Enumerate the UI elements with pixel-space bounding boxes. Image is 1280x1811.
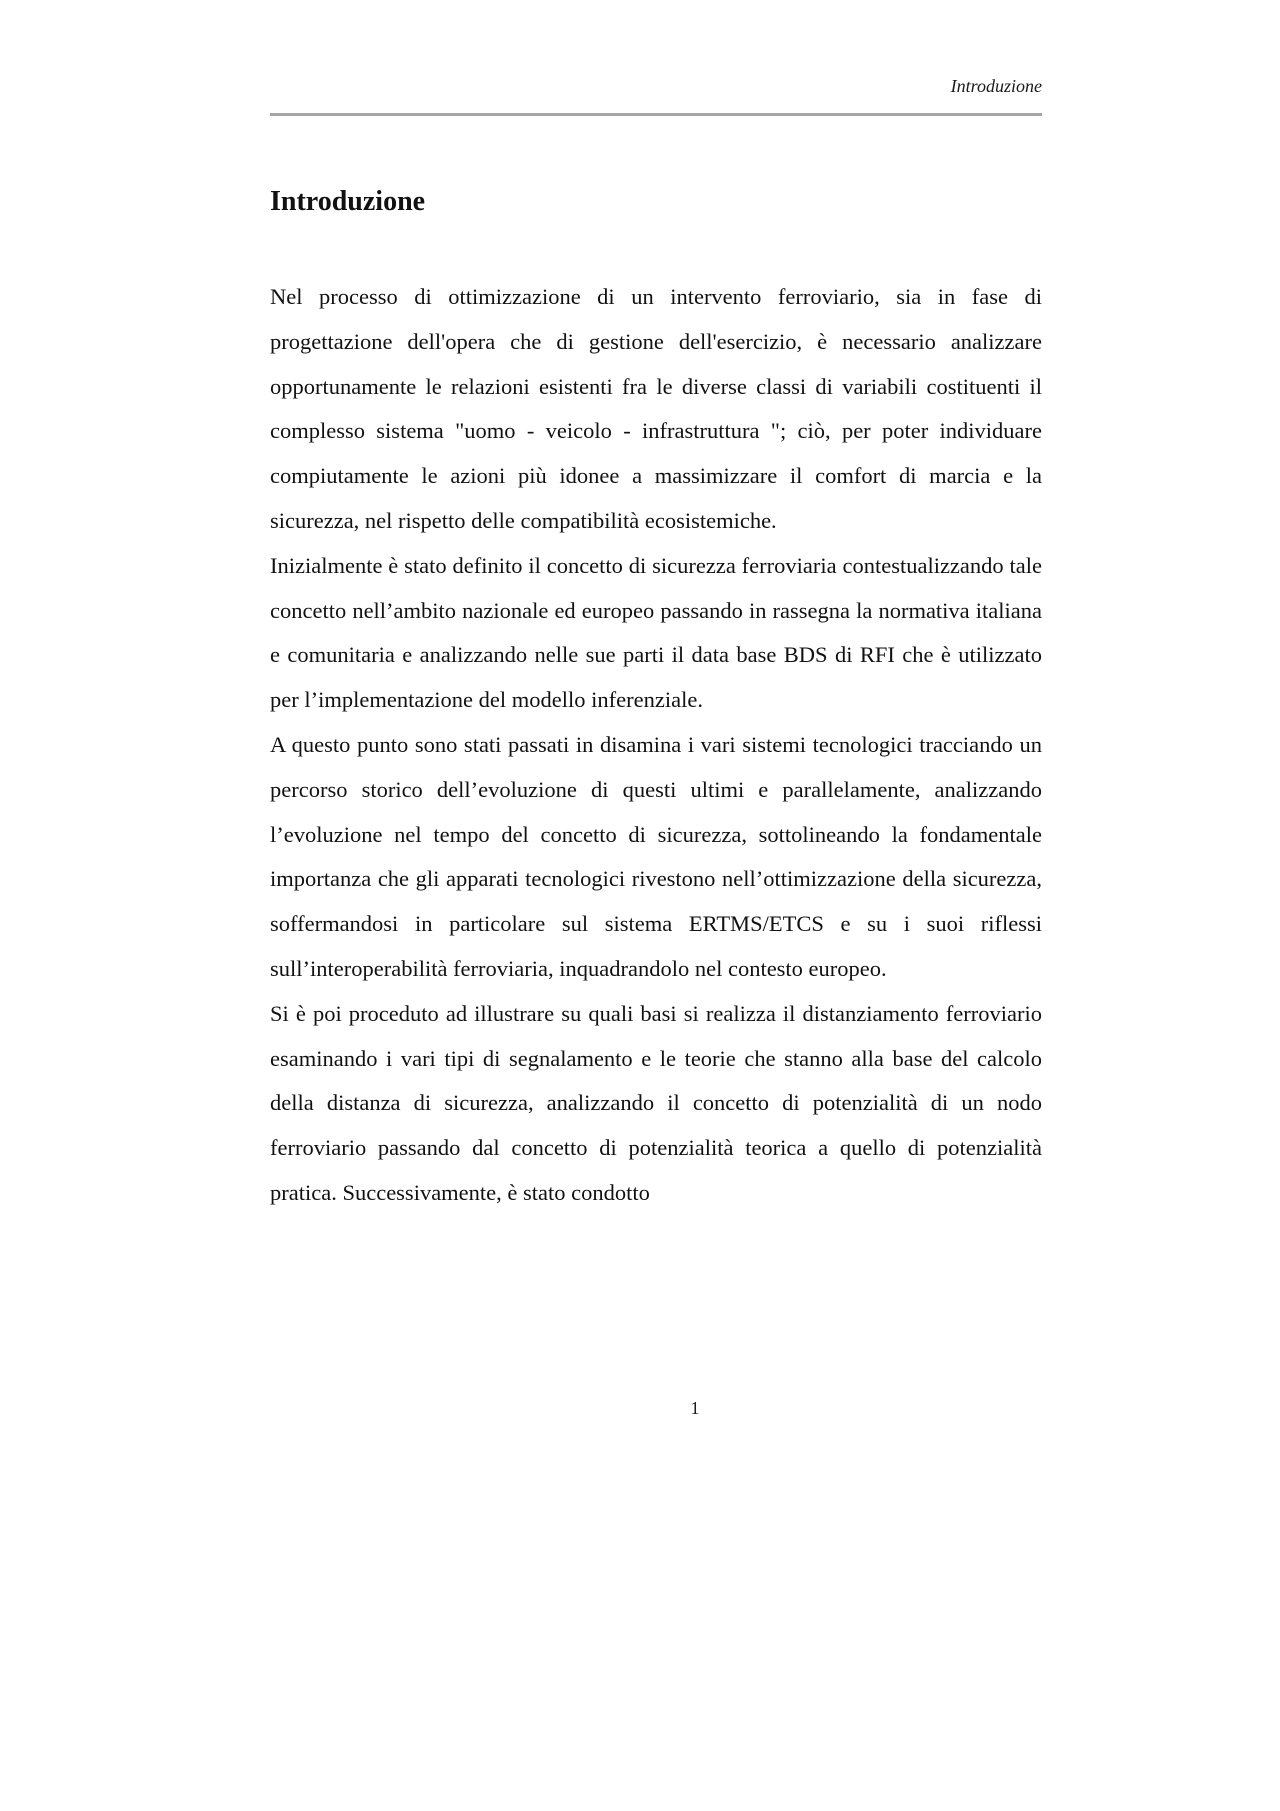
body-text xyxy=(270,275,1042,1216)
paragraph-distanziamento: Si è poi proceduto ad illustrare su quali basi si realizza il distanziamento ferroviario esaminando i vari tipi di segnalamento e le teorie che stanno alla base del calcolo della distanza di sicurezza, analizzando il concetto di potenzialità di un nodo ferroviario passando dal concetto di potenzialità teorica a quello di potenzialità pratica. Successivamente, è stato condotto xyxy=(270,1000,1042,1205)
header-rule xyxy=(270,113,1042,116)
page-number: 1 xyxy=(690,1398,700,1418)
running-header: Introduzione xyxy=(950,76,1042,96)
paragraph-intro: Nel processo di ottimizzazione di un intervento ferroviario, sia in fase di progettazione dell'opera che di gestione dell'esercizio, è necessario analizzare opportunamente le relazioni esistenti fra le diverse classi di variabili costituenti il complesso sistema "uomo - veicolo - infrastruttura "; ciò, per poter individuare compiutamente le azioni più idonee a massimizzare il comfort di marcia e la sicurezza, nel rispetto delle compatibilità ecosistemiche. xyxy=(270,284,1042,533)
paragraph-sicurezza: Inizialmente è stato definito il concetto di sicurezza ferroviaria contestualizzando tale concetto nell’ambito nazionale ed europeo passando in rassegna la normativa italiana e comunitaria e analizzando nelle sue parti il data base BDS di RFI che è utilizzato per l’implementazione del modello inferenziale. xyxy=(270,552,1042,713)
paragraph-sistemi-tecnologici: A questo punto sono stati passati in disamina i vari sistemi tecnologici tracciando un percorso storico dell’evoluzione di questi ultimi e parallelamente, analizzando l’evoluzione nel tempo del concetto di sicurezza, sottolineando la fondamentale importanza che gli apparati tecnologici rivestono nell’ottimizzazione della sicurezza, soffermandosi in particolare sul sistema ERTMS/ETCS e su i suoi riflessi sull’interoperabilità ferroviaria, inquadrandolo nel contesto europeo. xyxy=(270,731,1042,981)
chapter-title: Introduzione xyxy=(270,186,426,217)
